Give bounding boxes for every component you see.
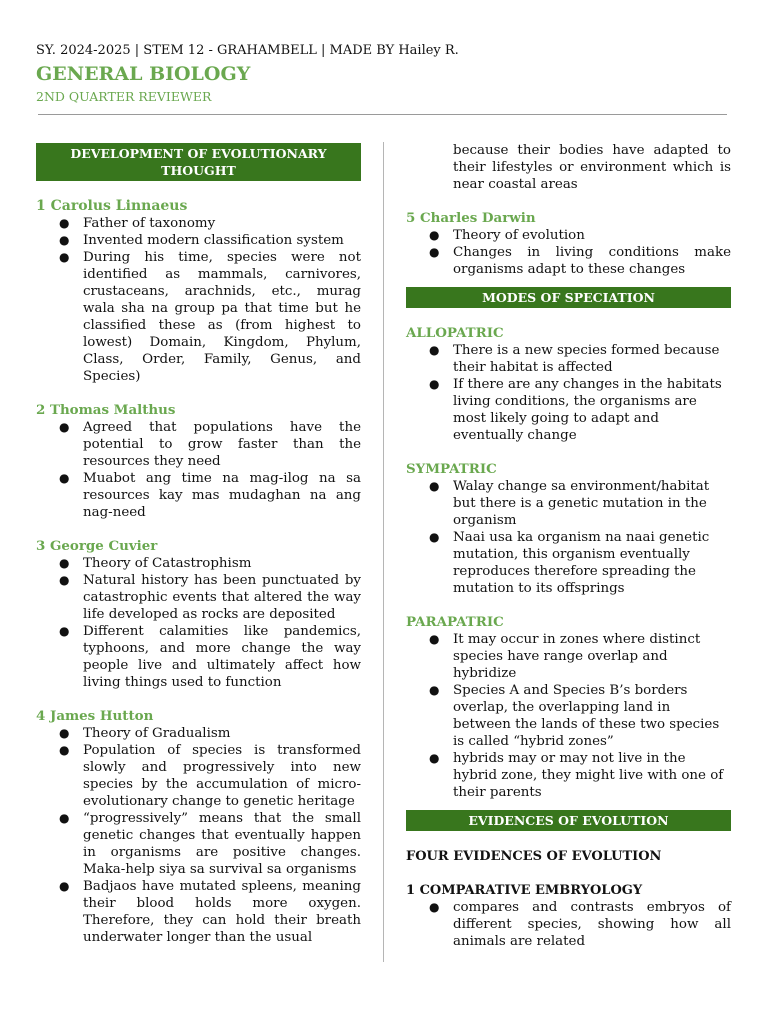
- person-heading: 2 Thomas Malthus: [36, 402, 176, 418]
- list-item: ● Theory of Gradualism: [59, 726, 231, 741]
- list-item: ● compares and contrasts embryos of different species, showing how all animals are related: [429, 900, 731, 949]
- list-item: ● Population of species is transformed slowly and progressively into new species by the accumulation of micro-evolutionary change to genetic heritage: [59, 743, 361, 809]
- person-heading: 5 Charles Darwin: [406, 210, 536, 226]
- bullet-list: [36, 725, 361, 946]
- bullet-list: [36, 555, 361, 691]
- list-item: ● Theory of Catastrophism: [59, 556, 252, 571]
- right-column: [406, 142, 731, 950]
- person-heading: 3 George Cuvier: [36, 538, 158, 554]
- page-title: GENERAL BIOLOGY: [36, 63, 251, 85]
- list-item: ● During his time, species were not identified as mammals, carnivores, crustaceans, arachnids, etc., murag wala sha na group pa that time but he classified these as (from highest to lowest) Domain, Kingdom, Phylum, Class, Order, Family, Genus, and Species): [59, 250, 361, 384]
- continued-text: because their bodies have adapted to their lifestyles or environment which is near coastal areas: [453, 143, 731, 192]
- evidence-subheading: 1 COMPARATIVE EMBRYOLOGY: [406, 883, 643, 898]
- bullet-list: [406, 478, 731, 597]
- list-item: ● Invented modern classification system: [59, 233, 344, 248]
- list-item: ● There is a new species formed because their habitat is affected: [429, 343, 720, 375]
- bullet-list: [36, 215, 361, 385]
- list-item: ● Changes in living conditions make organisms adapt to these changes: [429, 245, 731, 277]
- list-item: ● hybrids may or may not live in the hybrid zone, they might live with one of their parents: [429, 751, 724, 800]
- section-bar-evidences: EVIDENCES OF EVOLUTION: [406, 810, 731, 831]
- mode-heading: SYMPATRIC: [406, 461, 497, 477]
- section-bar-speciation: MODES OF SPECIATION: [406, 287, 731, 308]
- list-item: ● Different calamities like pandemics, typhoons, and more change the way people live and ultimately affect how living things used to function: [59, 624, 361, 690]
- bullet-list: [406, 342, 731, 444]
- bullet-list: [406, 227, 731, 278]
- page-header: [36, 42, 736, 106]
- list-item: ● Species A and Species B’s borders overlap, the overlapping land in between the lands of these two species is called “hybrid zones”: [429, 683, 720, 749]
- list-item: ● Father of taxonomy: [59, 216, 216, 231]
- header-meta: SY. 2024-2025 | STEM 12 - GRAHAMBELL | MADE BY Hailey R.: [36, 43, 459, 58]
- bullet-list: [406, 631, 731, 801]
- person-heading: 1 Carolus Linnaeus: [36, 198, 188, 214]
- list-item: ● Naai usa ka organism na naai genetic mutation, this organism eventually reproduces therefore spreading the mutation to its offsprings: [429, 530, 710, 596]
- bullet-list: [406, 899, 731, 950]
- mode-heading: PARAPATRIC: [406, 614, 504, 630]
- list-item: ● It may occur in zones where distinct species have range overlap and hybridize: [429, 632, 701, 681]
- list-item: ● Agreed that populations have the potential to grow faster than the resources they need: [59, 420, 361, 469]
- list-item: ● Natural history has been punctuated by catastrophic events that altered the way life developed as rocks are deposited: [59, 573, 361, 622]
- evidence-heading: FOUR EVIDENCES OF EVOLUTION: [406, 849, 662, 864]
- section-bar-development: DEVELOPMENT OF EVOLUTIONARY THOUGHT: [36, 143, 361, 181]
- list-item: ● Muabot ang time na mag-ilog na sa resources kay mas mudaghan na ang nag-need: [59, 471, 361, 520]
- mode-heading: ALLOPATRIC: [406, 325, 504, 341]
- left-column: [36, 143, 361, 946]
- bullet-list: [36, 419, 361, 521]
- list-item: ● Walay change sa environment/habitat but there is a genetic mutation in the organism: [429, 479, 710, 528]
- list-item: ● If there are any changes in the habitats living conditions, the organisms are most likely going to adapt and eventually change: [429, 377, 722, 443]
- header-divider: [38, 114, 727, 115]
- list-item: ● “progressively” means that the small genetic changes that eventually happen in organisms are positive changes. Maka-help siya sa survival sa organisms: [59, 811, 361, 877]
- person-heading: 4 James Hutton: [36, 708, 154, 724]
- list-item: ● Theory of evolution: [429, 228, 585, 243]
- column-divider: [383, 142, 384, 962]
- page-subtitle: 2ND QUARTER REVIEWER: [36, 89, 212, 104]
- list-item: ● Badjaos have mutated spleens, meaning their blood holds more oxygen. Therefore, they can hold their breath underwater longer than the usual: [59, 879, 361, 945]
